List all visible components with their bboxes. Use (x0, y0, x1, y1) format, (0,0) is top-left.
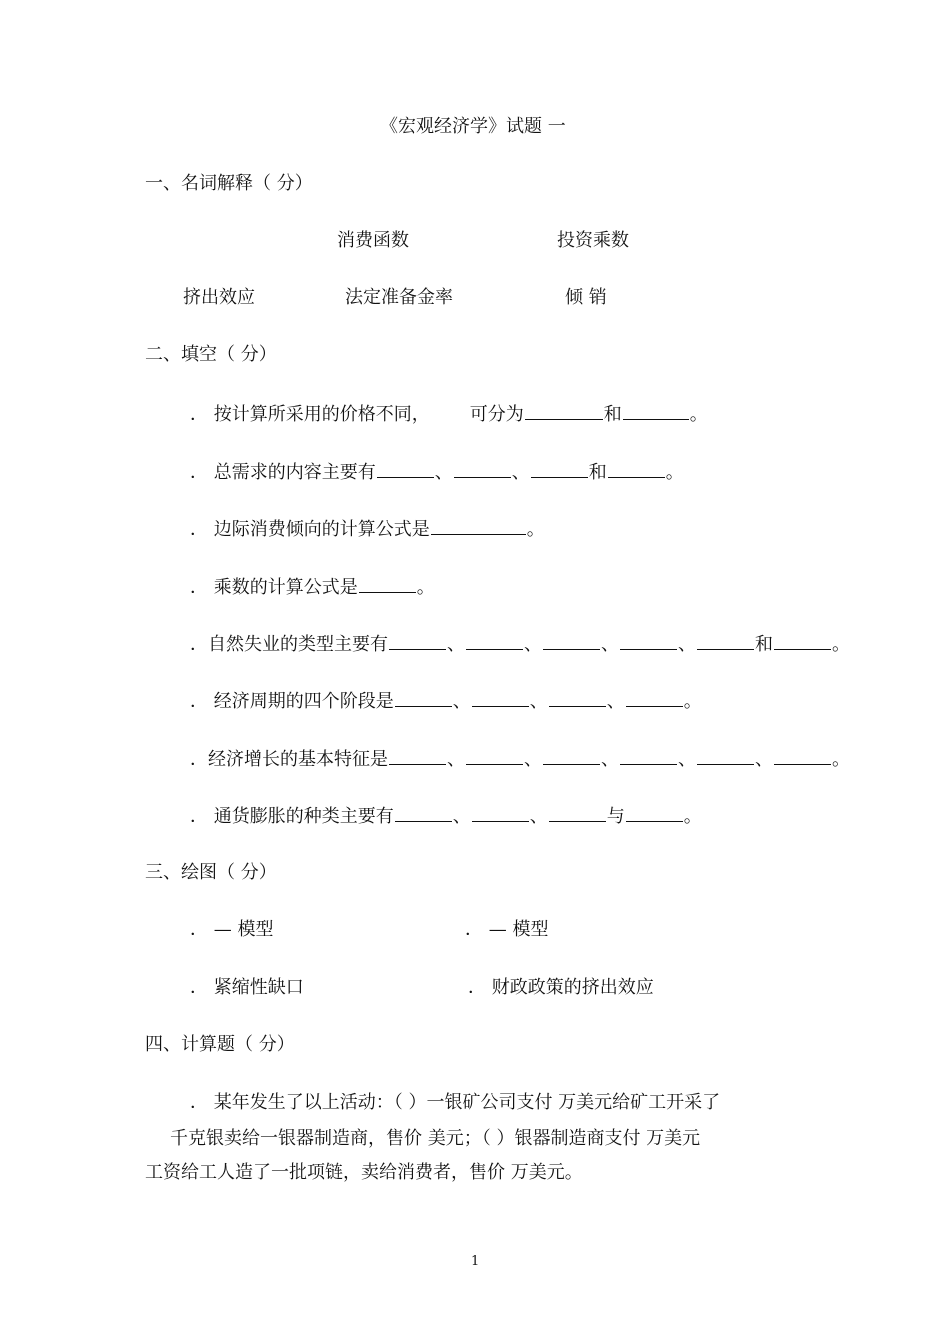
calc-problem-line-1: ． 某年发生了以上活动：（ ）一银矿公司支付 万美元给矿工开采了 (190, 1092, 721, 1113)
answer-blank[interactable] (774, 746, 831, 765)
answer-blank[interactable] (472, 803, 529, 822)
section1-heading: 一、名词解释（ 分） (145, 173, 313, 194)
answer-blank[interactable] (620, 631, 677, 650)
fill-question-4: ． 乘数的计算公式是 。 (190, 574, 435, 600)
fill-question-7: ．经济增长的基本特征是 、 、 、 、 、 。 (190, 746, 850, 772)
answer-blank[interactable] (543, 746, 600, 765)
fill-question-6: ． 经济周期的四个阶段是 、 、 、 。 (190, 688, 702, 714)
drawing-item-2: ． — 模型 (465, 919, 549, 940)
answer-blank[interactable] (454, 459, 511, 478)
page-number: 1 (471, 1254, 480, 1269)
answer-blank[interactable] (608, 459, 665, 478)
drawing-item-1: ． — 模型 (190, 919, 274, 940)
drawing-item-3: ． 紧缩性缺口 (190, 977, 304, 998)
answer-blank[interactable] (697, 631, 754, 650)
drawing-item-4: ． 财政政策的挤出效应 (468, 977, 654, 998)
answer-blank[interactable] (626, 688, 683, 707)
answer-blank[interactable] (626, 803, 683, 822)
term-crowding-out: 挤出效应 (183, 287, 255, 308)
answer-blank[interactable] (543, 631, 600, 650)
section2-heading: 二、填空（ 分） (145, 344, 277, 365)
fill-question-2: ． 总需求的内容主要有 、 、 和 。 (190, 459, 684, 485)
term-dumping: 倾 销 (565, 287, 607, 308)
fill-question-5: ．自然失业的类型主要有 、 、 、 、 和 。 (190, 631, 850, 657)
answer-blank[interactable] (466, 631, 523, 650)
answer-blank[interactable] (389, 631, 446, 650)
section4-heading: 四、计算题（ 分） (145, 1034, 295, 1055)
answer-blank[interactable] (472, 688, 529, 707)
term-reserve-ratio: 法定准备金率 (345, 287, 453, 308)
fill-question-1: ． 按计算所采用的价格不同， 可分为 和 。 (190, 401, 708, 427)
answer-blank[interactable] (620, 746, 677, 765)
answer-blank[interactable] (531, 459, 588, 478)
answer-blank[interactable] (697, 746, 754, 765)
answer-blank[interactable] (549, 803, 606, 822)
answer-blank[interactable] (525, 401, 603, 420)
term-consumption-function: 消费函数 (337, 230, 409, 251)
calc-problem-line-2: 千克银卖给一银器制造商，售价 美元；（ ）银器制造商支付 万美元 (170, 1128, 701, 1149)
term-investment-multiplier: 投资乘数 (557, 230, 629, 251)
fill-question-8: ． 通货膨胀的种类主要有 、 、 与 。 (190, 803, 702, 829)
fill-question-3: ． 边际消费倾向的计算公式是 。 (190, 516, 545, 542)
answer-blank[interactable] (774, 631, 831, 650)
page-title: 《宏观经济学》试题 一 (380, 116, 566, 137)
answer-blank[interactable] (395, 803, 452, 822)
answer-blank[interactable] (359, 574, 416, 593)
answer-blank[interactable] (549, 688, 606, 707)
calc-problem-line-3: 工资给工人造了一批项链，卖给消费者，售价 万美元。 (145, 1162, 583, 1183)
answer-blank[interactable] (395, 688, 452, 707)
answer-blank[interactable] (623, 401, 689, 420)
section3-heading: 三、绘图（ 分） (145, 862, 277, 883)
answer-blank[interactable] (377, 459, 434, 478)
answer-blank[interactable] (466, 746, 523, 765)
answer-blank[interactable] (389, 746, 446, 765)
answer-blank[interactable] (431, 516, 526, 535)
